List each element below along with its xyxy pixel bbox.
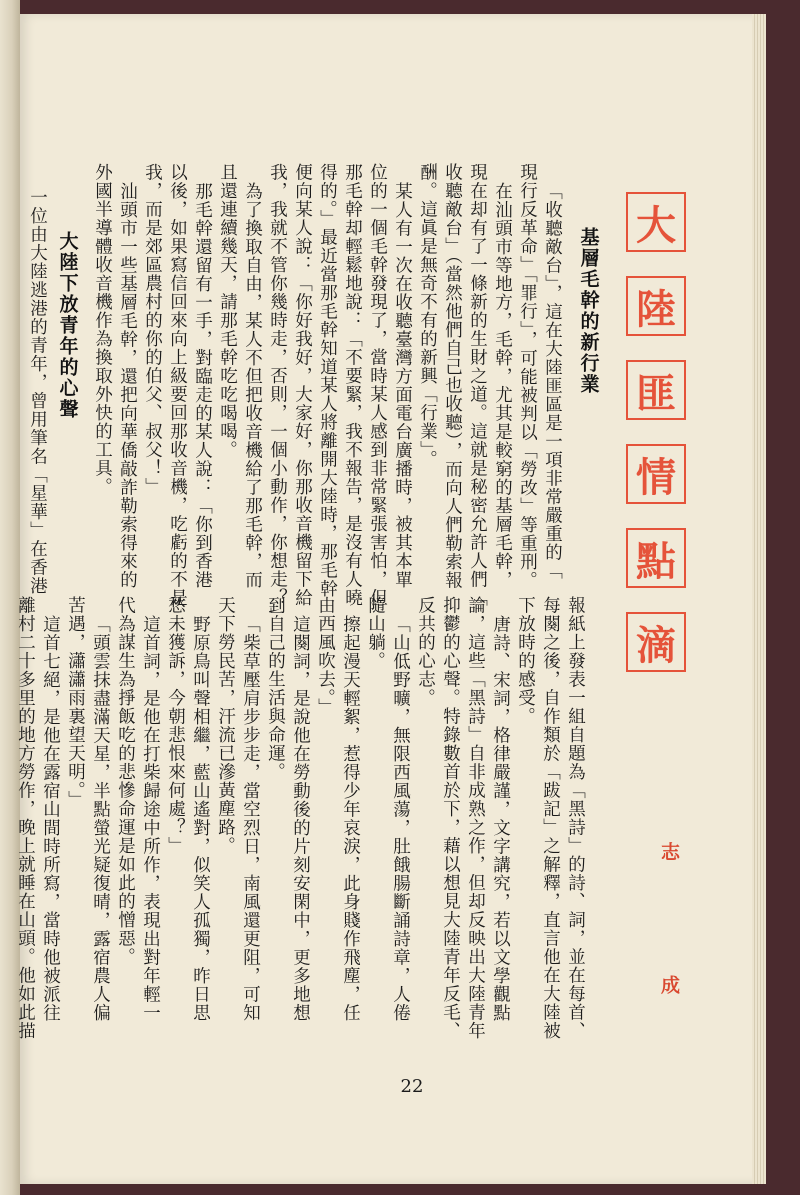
text-column: 每闋之後，自作類於「跋記」之解釋，直言他在大陸被 bbox=[540, 596, 561, 1040]
text-column: 那毛幹還留有一手，對臨走的某人說：「你到香港 bbox=[192, 182, 213, 589]
text-column: 得的。」最近當那毛幹知道某人將離開大陸時，那毛幹 bbox=[317, 163, 338, 599]
text-column: 抑鬱的心聲。特錄數首於下，藉以想見大陸青年反毛、 bbox=[440, 596, 461, 1040]
author-name: 志 成 bbox=[658, 842, 680, 1040]
text-column: 苦遇，瀟瀟雨裏望天明。」 bbox=[65, 596, 86, 810]
text-column: 反共的心志。 bbox=[415, 596, 436, 707]
text-column: 為了換取自由，某人不但把收音機給了那毛幹，而 bbox=[242, 182, 263, 589]
text-column: 由西風吹去。」 bbox=[315, 596, 336, 717]
text-column: 這闋詞，是說他在勞動後的片刻安閑中，更多地想 bbox=[290, 615, 311, 1022]
text-column: 代為謀生為掙飯吃的悲慘命運是如此的憎惡。 bbox=[115, 596, 136, 966]
text-column: 這首七絕，是他在露宿山間時所寫，當時他被派往 bbox=[40, 615, 61, 1022]
text-column: 「山低野曠，無限西風蕩，肚餓腸斷誦詩章，人倦 bbox=[390, 615, 411, 1022]
text-column: 隨山躺。 bbox=[365, 596, 386, 670]
text-column: 某人有一次在收聽臺灣方面電台廣播時，被其本單 bbox=[392, 182, 413, 589]
text-column: 「柴草壓肩步步走，當空烈日，南風還更阻，可知 bbox=[240, 615, 261, 1022]
text-column: 現行反革命」「罪行」，可能被判以「勞改」等重刑。 bbox=[517, 163, 538, 590]
text-column: 到自己的生活與命運。 bbox=[265, 596, 286, 781]
title-char-1: 大 bbox=[626, 192, 686, 252]
text-column: 那毛幹却輕鬆地說：「不要緊，我不報告，是沒有人曉 bbox=[342, 163, 363, 607]
text-column: 唐詩、宋詞，格律嚴謹，文字講究，若以文學觀點 bbox=[490, 615, 511, 1022]
book-cover-right bbox=[760, 0, 800, 1195]
text-column: 現在却有了一條新的生財之道。這就是秘密允許人們「 bbox=[467, 163, 488, 607]
text-column: 野原鳥叫聲相繼，藍山遙對，似笑人孤獨，昨日思 bbox=[190, 615, 211, 1022]
title-char-3: 匪 bbox=[626, 360, 686, 420]
text-column: 一位由大陸逃港的青年，曾用筆名「星華」在香港 bbox=[27, 188, 48, 595]
section-heading-1: 基層毛幹的新行業 bbox=[577, 227, 600, 395]
title-char-5: 點 bbox=[626, 528, 686, 588]
text-column: 位的一個毛幹發現了，當時某人感到非常緊張害怕，但 bbox=[367, 163, 388, 607]
text-column: 下放時的感受。 bbox=[515, 596, 536, 726]
text-column: 「頭雲抹盡滿天星，半點螢光疑復晴，露宿農人偏 bbox=[90, 615, 111, 1022]
text-column: 這首詞，是他在打柴歸途中所作，表現出對年輕一 bbox=[140, 615, 161, 1022]
section-heading-2: 大陸下放青年的心聲 bbox=[56, 231, 79, 420]
text-column: 論，這些「黑詩」自非成熟之作，但却反映出大陸青年 bbox=[465, 596, 486, 1040]
page-edge-right bbox=[752, 14, 766, 1184]
text-column: 以後，如果寫信回來向上級要回那收音機，吃虧的不是 bbox=[167, 163, 188, 607]
title-char-2: 陸 bbox=[626, 276, 686, 336]
text-column: 擦起漫天輕絮，惹得少年哀淚，此身賤作飛塵，任 bbox=[340, 615, 361, 1022]
book-page bbox=[15, 14, 760, 1184]
text-column: 酬。這眞是無奇不有的新興「行業」。 bbox=[417, 163, 438, 469]
text-column: 「收聽敵台」，這在大陸匪區是一項非常嚴重的「 bbox=[542, 182, 563, 581]
text-column: 收聽敵台」（當然他們自己也收聽），而向人們勒索報 bbox=[442, 163, 463, 590]
text-column: 汕頭市一些基層毛幹，還把向華僑敲詐勒索得來的 bbox=[117, 182, 138, 589]
text-column: 報紙上發表一組自題為「黑詩」的詩、詞，並在每首、 bbox=[565, 596, 586, 1040]
text-column: 便向某人說：「你好我好，大家好，你那收音機留下給 bbox=[292, 163, 313, 607]
text-column: 且還連續幾天，請那毛幹吃吃喝喝。 bbox=[217, 163, 238, 459]
text-column: 天下勞民苦，汗流已滲黃塵路。 bbox=[215, 596, 236, 855]
text-column: 外國半導體收音機作為換取外快的工具。 bbox=[92, 163, 113, 496]
title-char-6: 滴 bbox=[626, 612, 686, 672]
title-char-4: 情 bbox=[626, 444, 686, 504]
text-column: 我，而是郊區農村的你的伯父、叔父！」 bbox=[142, 163, 163, 496]
text-column: 在汕頭市等地方，毛幹，尤其是較窮的基層毛幹， bbox=[492, 182, 513, 589]
text-column: 我，我就不管你幾時走，否則，一個小動作，你想走？」 bbox=[267, 163, 288, 626]
page-number: 22 bbox=[400, 1076, 424, 1097]
text-column: 愁未獲訴，今朝悲恨來何處？」 bbox=[165, 596, 186, 855]
text-column: 離村二十多里的地方勞作，晚上就睡在山頭。他如此描 bbox=[15, 596, 36, 1040]
